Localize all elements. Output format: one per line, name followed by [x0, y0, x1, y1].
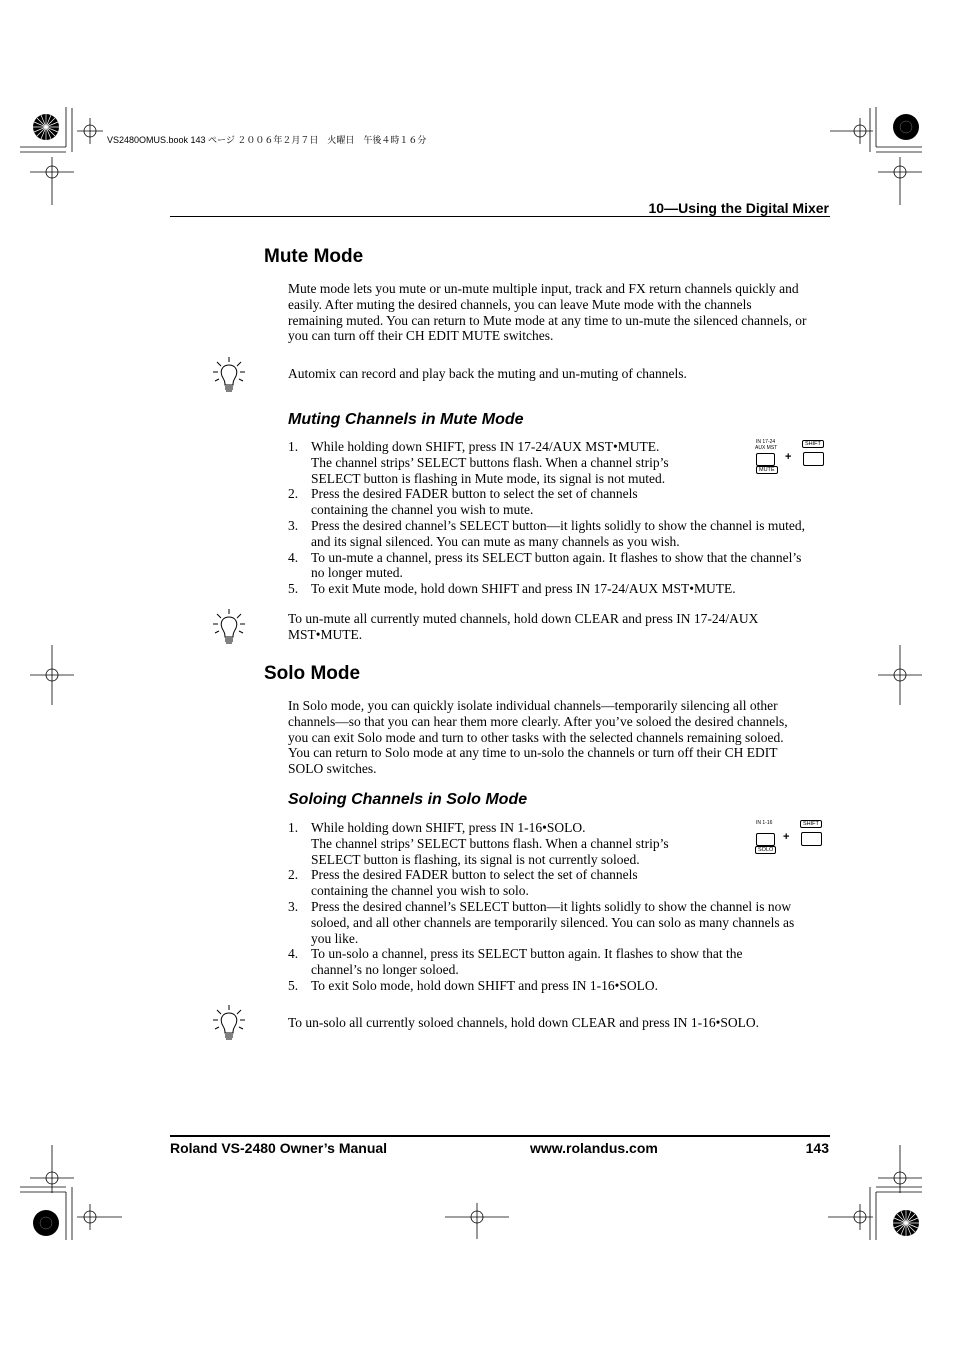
mute-tip-automix: Automix can record and play back the muting and un-muting of channels.: [288, 366, 687, 381]
in-1-16-label: IN 1-16: [756, 820, 773, 826]
page-number: 143: [805, 1140, 829, 1156]
print-header: VS2480OMUS.book 143 ページ ２００６年２月７日 火曜日 午後４時１６分: [107, 135, 427, 145]
solo-intro: In Solo mode, you can quickly isolate individual channels—temporarily silencing all other channels—so that you can hear them more clearly. After you’ve soloed the desired channels, you can exit Solo mode and turn to other tasks with the selected channels remaining soloed. You can return to Solo mode at any time to un-solo the channels or turn off their CH EDIT SOLO switches.: [288, 698, 788, 777]
subsection-title-soloing: Soloing Channels in Solo Mode: [288, 791, 528, 808]
footer-url: www.rolandus.com: [530, 1140, 658, 1156]
solo-step-3: 3. Press the desired channel’s SELECT button—it lights solidly to show the channel is now soloed, and all other channels are temporarily silenced. You can solo as many channels as you like.: [288, 898, 795, 946]
mute-intro: Mute mode lets you mute or un-mute multiple input, track and FX return channels quickly and easily. After muting the desired channels, you can leave Mute mode with the channels remaining muted. You can return to Mute mode at any time to un-mute the silenced channels, or you can turn off their CH EDIT MUTE switches.: [288, 281, 807, 344]
mute-step-1: 1. While holding down SHIFT, press IN 17-24/AUX MST•MUTE. The channel strips’ SELECT buttons flash. When a channel strip’s SELECT button is flashing in Mute mode, its signal is not muted.: [288, 439, 669, 486]
mute-tip-clear: To un-mute all currently muted channels, hold down CLEAR and press IN 17-24/AUX MST•MUTE.: [288, 611, 759, 642]
mute-step-2: 2. Press the desired FADER button to select the set of channels containing the channel you wish to mute.: [288, 486, 638, 518]
footer-manual-title: Roland VS-2480 Owner’s Manual: [170, 1140, 388, 1156]
solo-steps: [288, 820, 808, 994]
section-title-mute: Mute Mode: [264, 246, 364, 267]
mute-step-5: 5. To exit Mute mode, hold down SHIFT and press IN 17-24/AUX MST•MUTE.: [288, 581, 736, 597]
running-header: 10—Using the Digital Mixer: [648, 200, 829, 216]
mute-step-3: 3. Press the desired channel’s SELECT button—it lights solidly to show the channel is muted, and its signal silenced. You can mute as many channels as you wish.: [288, 517, 805, 549]
in-17-24-label: IN 17-24: [756, 439, 776, 445]
lightbulb-icon: [212, 356, 246, 394]
solo-tip-clear: To un-solo all currently soloed channels, hold down CLEAR and press IN 1-16•SOLO.: [288, 1015, 759, 1030]
shift-key-label: SHIFT: [800, 820, 822, 828]
solo-step-4: 4. To un-solo a channel, press its SELECT button again. It flashes to show that the channel’s no longer soloed.: [288, 946, 743, 978]
footer-rule: [170, 1135, 830, 1137]
lightbulb-icon: [212, 608, 246, 646]
lightbulb-icon: [212, 1004, 246, 1042]
solo-key-label: SOLO: [755, 846, 776, 854]
shift-key-label: SHIFT: [802, 440, 824, 448]
aux-mst-label: AUX MST: [755, 445, 778, 451]
section-title-solo: Solo Mode: [264, 663, 361, 684]
solo-step-1: 1. While holding down SHIFT, press IN 1-16•SOLO. The channel strips’ SELECT buttons flash. When a channel strip’s SELECT button is flashing, its signal is not currently soloed.: [288, 820, 669, 867]
mute-steps: [288, 439, 808, 597]
plus-sign: +: [785, 451, 792, 463]
plus-sign: +: [783, 831, 790, 843]
mute-step-4: 4. To un-mute a channel, press its SELECT button again. It flashes to show that the channel’s no longer muted.: [288, 549, 802, 581]
header-rule: [170, 216, 830, 217]
solo-step-5: 5. To exit Solo mode, hold down SHIFT and press IN 1-16•SOLO.: [288, 977, 659, 993]
solo-step-2: 2. Press the desired FADER button to select the set of channels containing the channel you wish to solo.: [288, 867, 638, 899]
subsection-title-muting: Muting Channels in Mute Mode: [288, 411, 524, 428]
mute-key-label: MUTE: [756, 466, 778, 474]
